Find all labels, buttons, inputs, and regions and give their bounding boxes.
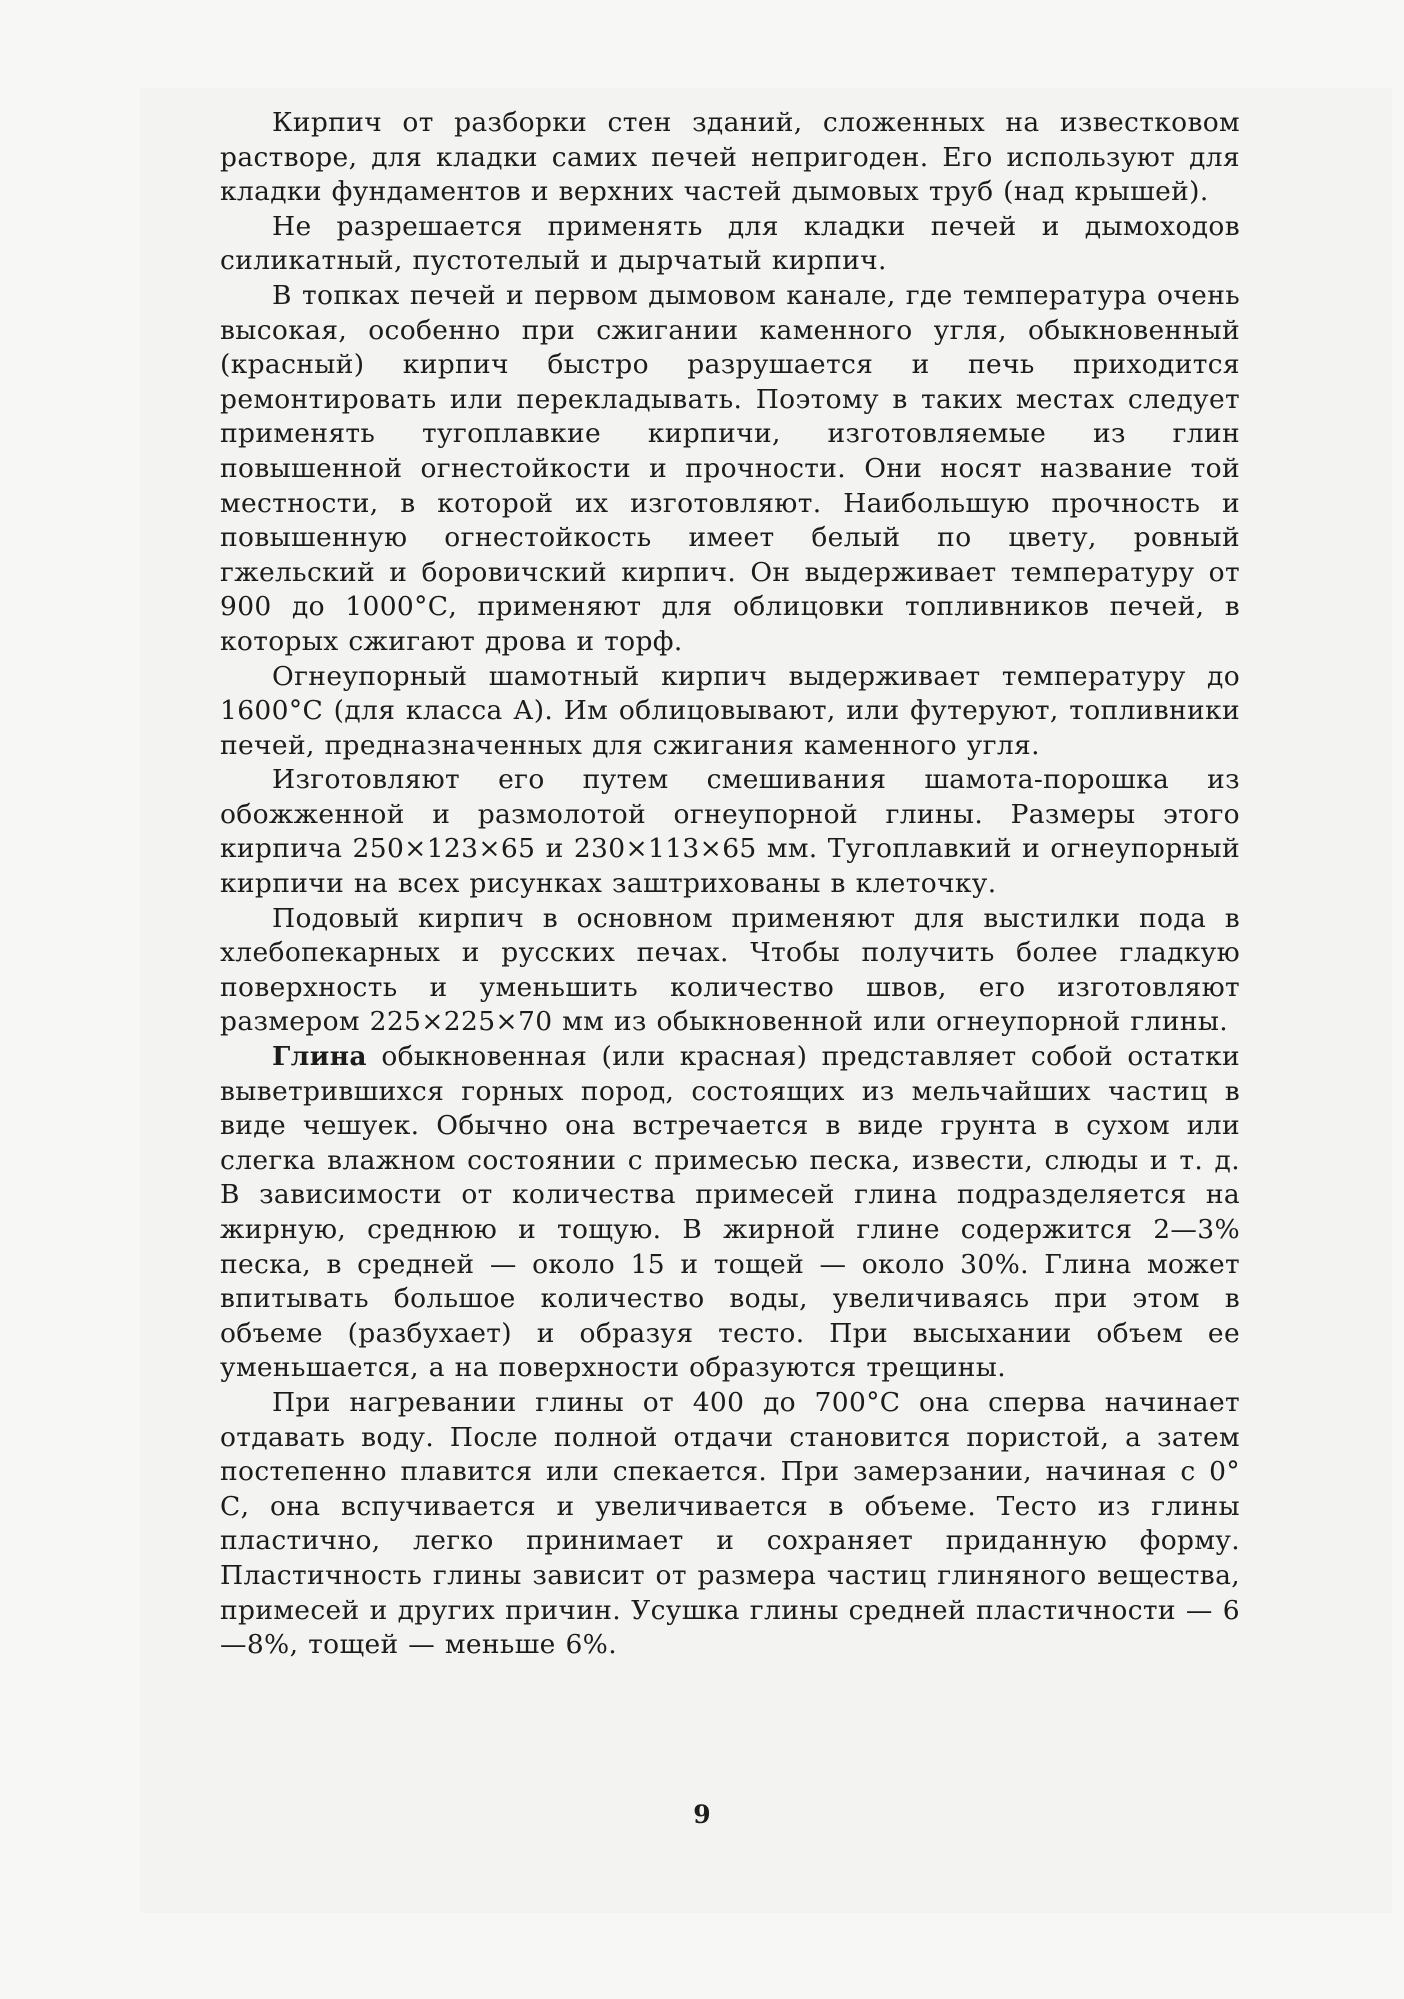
paragraph-text: Изготовляют его путем смешивания шамота-порошка из обожженной и размолотой огнеупорной глины. Размеры этого кирпича 250×123×65 и 230×113×65 мм. Тугоплавкий и огнеупорный кирпичи на всех рисунках заштрихованы в клеточку. xyxy=(220,764,1240,900)
page-number: 9 xyxy=(693,1800,711,1829)
paragraph-text: Огнеупорный шамотный кирпич выдерживает температуру до 1600°С (для класса А). Им облицовывают, или футеруют, топливники печей, предназначенных для сжигания каменного угля. xyxy=(220,660,1240,761)
paragraph-text: Кирпич от разборки стен зданий, сложенных на известковом растворе, для кладки самих печей непригоден. Его используют для кладки фундаментов и верхних частей дымовых труб (над крышей). xyxy=(220,107,1240,208)
paragraph xyxy=(220,660,1240,764)
paragraph-text: При нагревании глины от 400 до 700°С она сперва начинает отдавать воду. После полной отдачи становится пористой, а затем постепенно плавится или спекается. При замерзании, начиная с 0° С, она вспучивается и увеличивается в объеме. Тесто из глины пластично, легко принимает и сохраняет приданную форму. Пластичность глины зависит от размера частиц глиняного вещества, примесей и других причин. Усушка глины средней пластичности — 6—8%, тощей — меньше 6%. xyxy=(220,1386,1240,1661)
paragraph xyxy=(220,763,1240,901)
paragraph xyxy=(220,106,1240,210)
paragraph-text: В топках печей и первом дымовом канале, где температура очень высокая, особенно при сжигании каменного угля, обыкновенный (красный) кирпич быстро разрушается и печь приходится ремонтировать или перекладывать. Поэтому в таких местах следует применять тугоплавкие кирпичи, изготовляемые из глин повышенной огнестойкости и прочности. Они носят название той местности, в которой их изготовляют. Наибольшую прочность и повышенную огнестойкость имеет белый по цвету, ровный гжельский и боровичский кирпич. Он выдерживает температуру от 900 до 1000°С, применяют для облицовки топливников печей, в которых сжигают дрова и торф. xyxy=(220,279,1240,657)
paragraph-lead: Глина xyxy=(272,1041,367,1073)
paragraph-text: обыкновенная (или красная) представляет собой остатки выветрившихся горных пород, состоящих из мельчайших частиц в виде чешуек. Обычно она встречается в виде грунта в сухом или слегка влажном состоянии с примесью песка, извести, слюды и т. д. В зависимости от количества примесей глина подразделяется на жирную, среднюю и тощую. В жирной глине содержится 2—3% песка, в средней — около 15 и тощей — около 30%. Глина может впитывать большое количество воды, увеличиваясь при этом в объеме (разбухает) и образуя тесто. При высыхании объем ее уменьшается, а на поверхности образуются трещины. xyxy=(220,1041,1240,1384)
paragraph-text: Не разрешается применять для кладки печей и дымоходов силикатный, пустотелый и дырчатый кирпич. xyxy=(220,210,1240,277)
paragraph xyxy=(220,902,1240,1040)
body-text xyxy=(220,106,1240,1663)
paragraph xyxy=(220,279,1240,660)
paragraph-text: Подовый кирпич в основном применяют для выстилки пода в хлебопекарных и русских печах. Чтобы получить более гладкую поверхность и уменьшить количество швов, его изготовляют размером 225×225×70 мм из обыкновенной или огнеупорной глины. xyxy=(220,902,1240,1038)
paragraph xyxy=(220,1386,1240,1663)
paragraph xyxy=(220,210,1240,279)
paragraph-clay xyxy=(220,1040,1240,1386)
